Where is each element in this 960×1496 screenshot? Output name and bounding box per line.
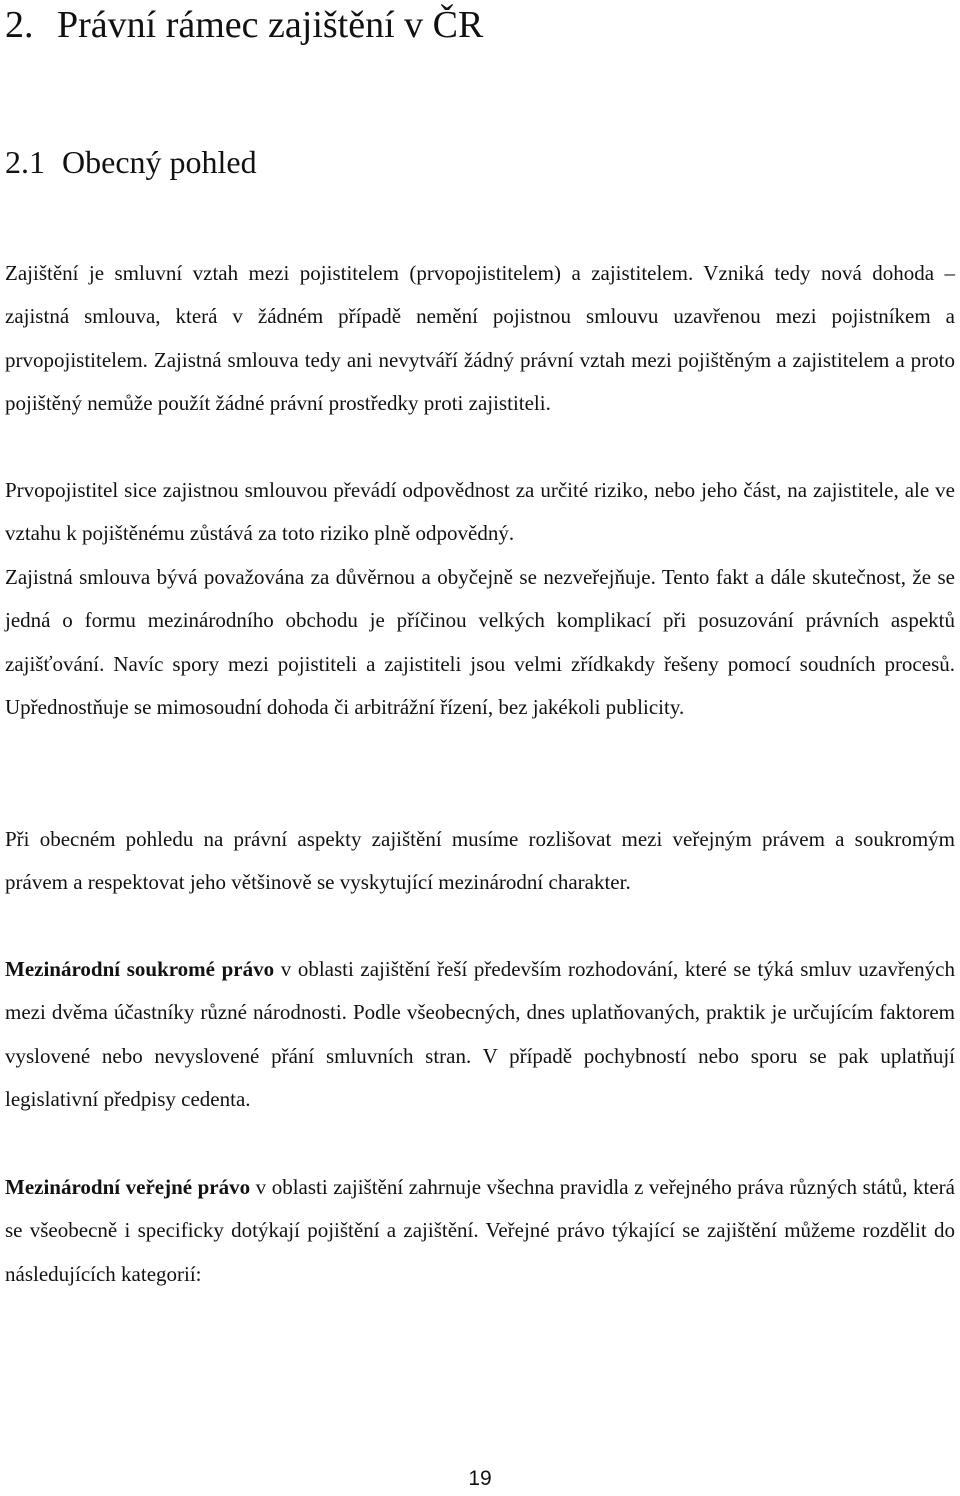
paragraph-text: Prvopojistitel sice zajistnou smlouvou převádí odpovědnost za určité riziko, nebo jeho část, na zajistitele, ale ve vztahu k pojištěnému zůstává za toto riziko plně odpovědný.	[5, 478, 955, 546]
term-public-law: Mezinárodní veřejné právo	[5, 1175, 251, 1199]
paragraph-private-law	[5, 948, 955, 1121]
paragraph-responsibility	[5, 469, 955, 556]
section-number: 2.1	[5, 144, 45, 180]
paragraph-text: v oblasti zajištění zahrnuje všechna pravidla z veřejného práva různých států, která se všeobecně i specificky dotýkají pojištění a zajištění. Veřejné právo týkající se zajištění můžeme rozdělit do následujících kategorií:	[5, 1175, 955, 1286]
chapter-number: 2.	[5, 4, 34, 46]
chapter-heading	[5, 2, 483, 48]
section-heading	[5, 141, 257, 183]
paragraph-definition	[5, 252, 955, 425]
paragraph-text: Při obecném pohledu na právní aspekty zajištění musíme rozlišovat mezi veřejným právem a soukromým právem a respektovat jeho většinově se vyskytující mezinárodní charakter.	[5, 827, 955, 895]
paragraph-legal-aspects	[5, 818, 955, 905]
page-number: 19	[468, 1467, 492, 1490]
term-private-law: Mezinárodní soukromé právo	[5, 957, 275, 981]
paragraph-text: Zajistná smlouva bývá považována za důvěrnou a obyčejně se nezveřejňuje. Tento fakt a dále skutečnost, že se jedná o formu mezinárodního obchodu je příčinou velkých komplikací při posuzování právních aspektů zajišťování. Navíc spory mezi pojistiteli a zajistiteli jsou velmi zřídkakdy řešeny pomocí soudních procesů. Upřednostňuje se mimosoudní dohoda či arbitrážní řízení, bez jakékoli publicity.	[5, 565, 955, 719]
section-title: Obecný pohled	[62, 144, 257, 180]
paragraph-text: v oblasti zajištění řeší především rozhodování, které se týká smluv uzavřených mezi dvěma účastníky různé národnosti. Podle všeobecných, dnes uplatňovaných, praktik je určujícím faktorem vyslovené nebo nevyslovené přání smluvních stran. V případě pochybností nebo sporu se pak uplatňují legislativní předpisy cedenta.	[5, 957, 955, 1111]
paragraph-text: Zajištění je smluvní vztah mezi pojistitelem (prvopojistitelem) a zajistitelem. Vzniká tedy nová dohoda – zajistná smlouva, která v žádném případě nemění pojistnou smlouvu uzavřenou mezi pojistníkem a prvopojistitelem. Zajistná smlouva tedy ani nevytváří žádný právní vztah mezi pojištěným a zajistitelem a proto pojištěný nemůže použít žádné právní prostředky proti zajistiteli.	[5, 261, 955, 415]
chapter-title: Právní rámec zajištění v ČR	[57, 4, 484, 46]
paragraph-confidentiality	[5, 556, 955, 729]
paragraph-public-law	[5, 1166, 955, 1296]
